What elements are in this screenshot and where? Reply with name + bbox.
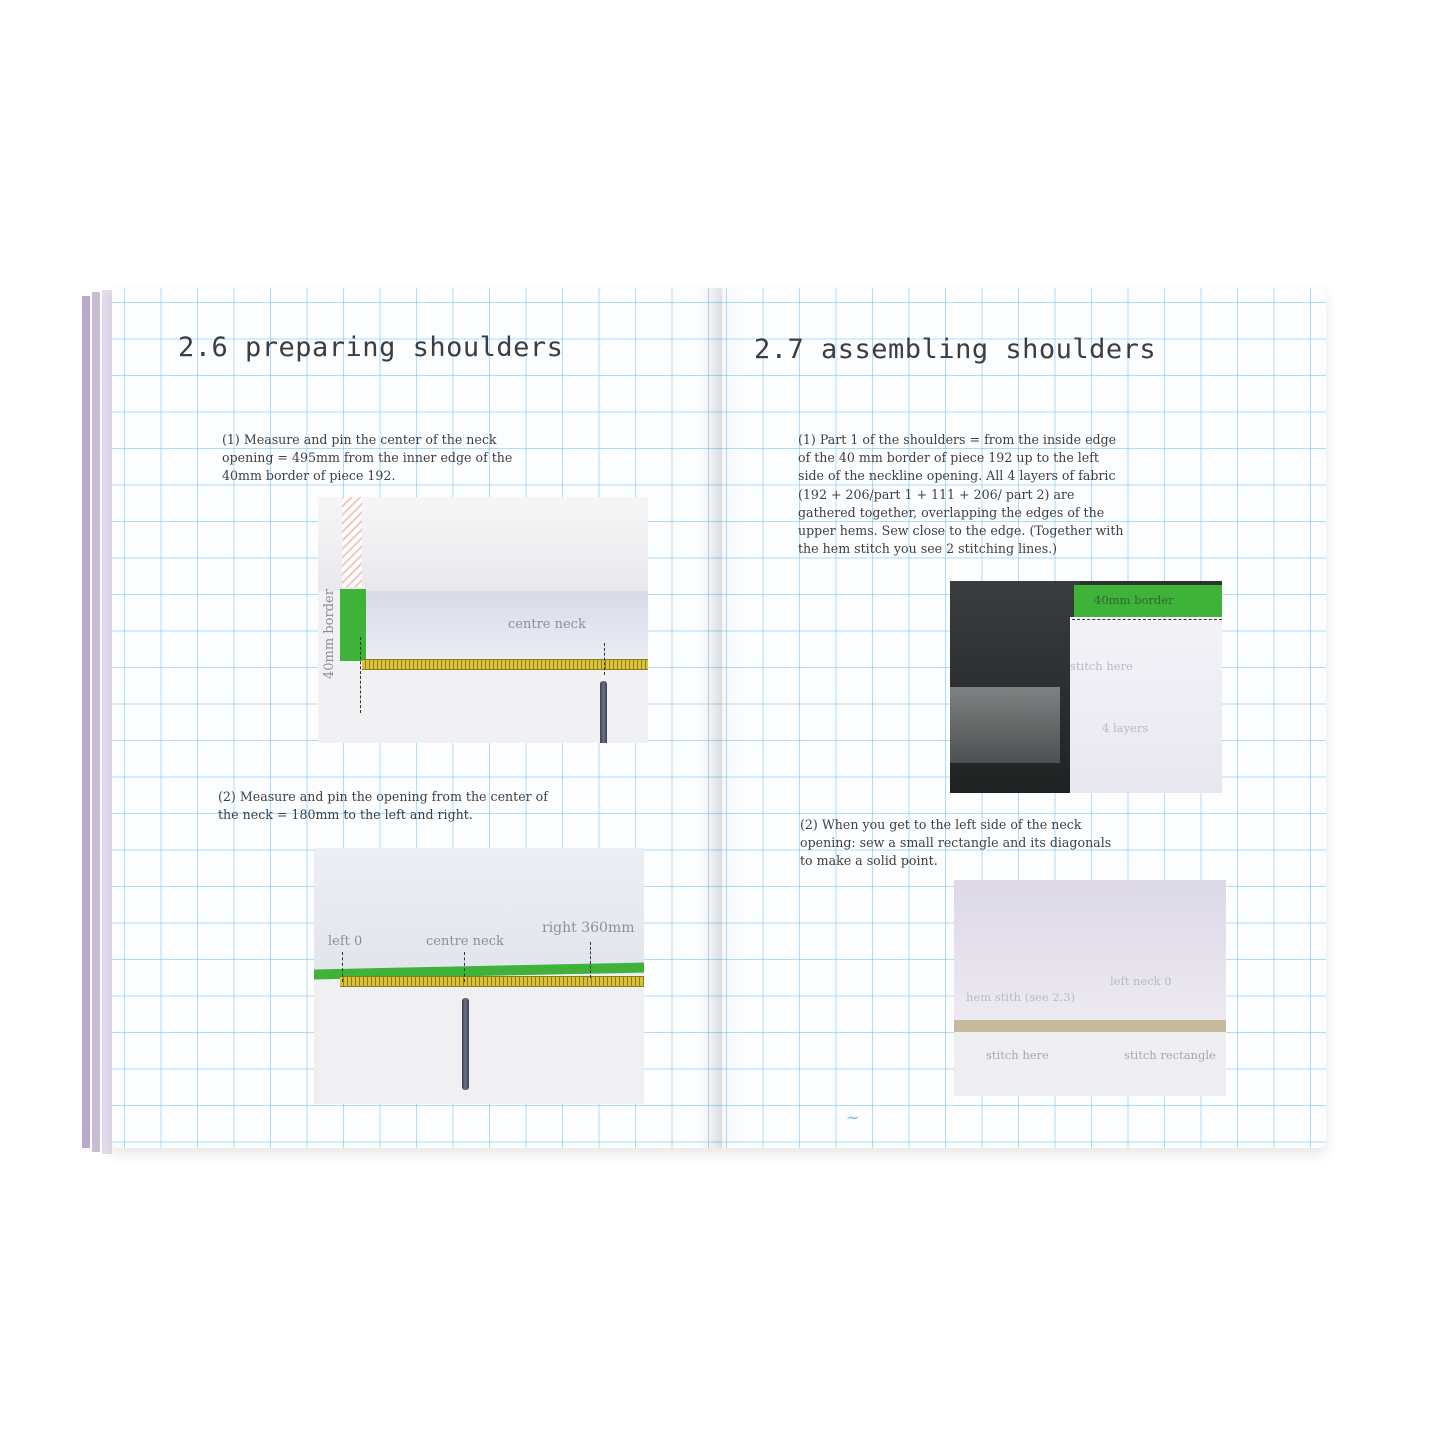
book-gutter xyxy=(698,288,746,1148)
linen-fabric xyxy=(954,880,1226,1030)
fabric-top xyxy=(314,848,644,974)
measuring-tape xyxy=(362,659,648,670)
photo-sewing-machine xyxy=(950,581,1222,793)
page-stack-edge xyxy=(82,296,90,1148)
border-marker-line xyxy=(360,637,361,713)
label-centre-neck: centre neck xyxy=(508,617,586,632)
measuring-tape xyxy=(340,976,644,987)
pencil xyxy=(600,681,607,743)
label-stitch-rectangle: stitch rectangle xyxy=(1124,1048,1216,1062)
photo-measure-opening xyxy=(314,848,644,1104)
step-1-text: (1) Measure and pin the center of the neck opening = 495mm from the inner edge of the 40mm border of piece 192. xyxy=(222,432,513,484)
photo-stitch-rectangle xyxy=(954,880,1226,1096)
needle-plate xyxy=(950,687,1060,763)
white-fabric xyxy=(1070,617,1222,793)
centre-marker-line xyxy=(464,952,465,982)
left-page xyxy=(112,288,722,1148)
page-stack-edge xyxy=(92,292,100,1152)
label-right-360mm: right 360mm xyxy=(542,920,635,936)
centre-marker-line xyxy=(604,643,605,675)
left-marker-line xyxy=(342,952,343,982)
step-1-text: (1) Part 1 of the shoulders = from the inside edge of the 40 mm border of piece 192 up to the left side of the neckline opening. All 4 layers of fabric (192 + 206/part 1 + 111 + 206/ part 2) are gathered together, overlapping the edges of the upper hems. Sew close to the edge. (Together with the hem stitch you see 2 stitching lines.) xyxy=(798,432,1124,557)
label-40mm-border: 40mm border xyxy=(1094,593,1174,607)
label-stitch-here: stitch here xyxy=(986,1048,1049,1062)
hem-band xyxy=(954,1020,1226,1032)
hatched-edge xyxy=(342,497,362,587)
page-stack-edge xyxy=(102,290,112,1154)
open-booklet xyxy=(78,288,1334,1156)
label-40mm-border: 40mm border xyxy=(322,589,337,679)
step-2-text: (2) When you get to the left side of the neck opening: sew a small rectangle and its diagonals to make a solid point. xyxy=(800,817,1112,869)
label-stitch-here: stitch here xyxy=(1070,659,1133,673)
label-centre-neck: centre neck xyxy=(426,934,504,949)
right-page xyxy=(722,288,1326,1148)
pencil xyxy=(462,998,469,1090)
page-title: 2.7 assembling shoulders xyxy=(754,334,1157,365)
step-2-text: (2) Measure and pin the opening from the center of the neck = 180mm to the left and right. xyxy=(218,789,548,823)
border-edge-line xyxy=(1072,619,1222,620)
label-left-0: left 0 xyxy=(328,934,363,949)
right-marker-line xyxy=(590,942,591,978)
lower-fabric xyxy=(954,1032,1226,1096)
label-hem-stitch: hem stith (see 2.3) xyxy=(966,990,1076,1004)
fabric-layer xyxy=(366,591,648,661)
label-left-neck-0: left neck 0 xyxy=(1110,974,1172,988)
fabric-top xyxy=(318,497,648,591)
green-border xyxy=(340,589,366,661)
page-title: 2.6 preparing shoulders xyxy=(178,332,564,363)
label-4-layers: 4 layers xyxy=(1102,721,1149,735)
decorative-squiggle: ~ xyxy=(846,1108,860,1127)
photo-measure-center xyxy=(318,497,648,743)
